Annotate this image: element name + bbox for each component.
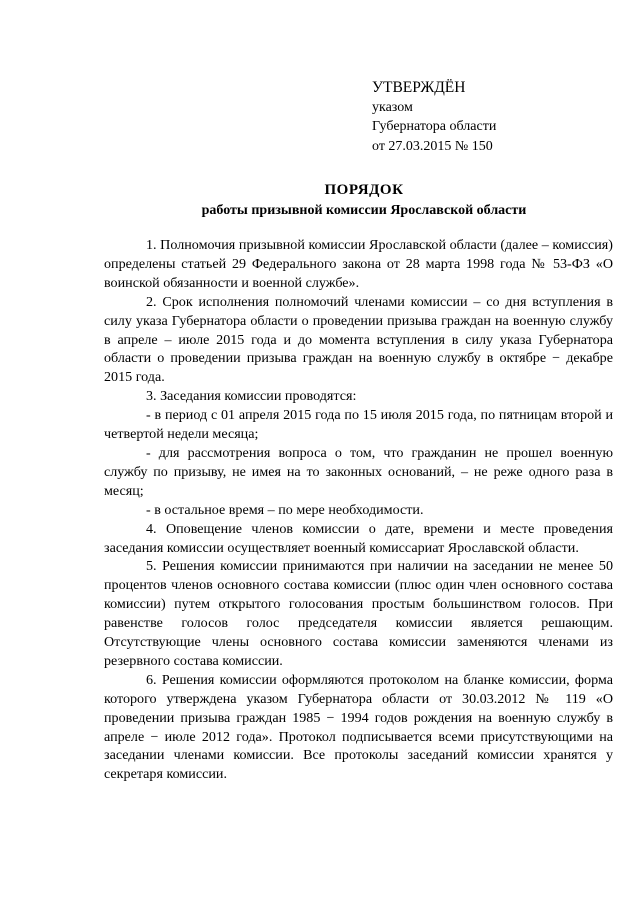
- document-title: ПОРЯДОК: [324, 182, 404, 198]
- list-item-meetings-period: - в период с 01 апреля 2015 года по 15 июля 2015 года, по пятницам второй и четвертой недели месяца;: [104, 407, 613, 443]
- list-item-meetings-review: - для рассмотрения вопроса о том, что гражданин не прошел военную службу по призыву, не имея на то законных оснований, – не реже одного раза в месяц;: [104, 444, 613, 499]
- document-subtitle: работы призывной комиссии Ярославской области: [201, 203, 527, 218]
- paragraph-decisions-quorum: 5. Решения комиссии принимаются при наличии на заседании не менее 50 процентов членов основного состава комиссии (плюс один член основного состава комиссии) путем открытого голосования простым большинством голосов. При равенстве голосов голос председателя комиссии является решающим. Отсутствующие члены основного состава комиссии заменяются членами из резервного состава комиссии.: [104, 558, 613, 669]
- paragraph-notification: 4. Оповещение членов комиссии о дате, времени и месте проведения заседания комиссии осуществляет военный комиссариат Ярославской области.: [104, 520, 613, 556]
- paragraph-decisions-protocol: 6. Решения комиссии оформляются протоколом на бланке комиссии, форма которого утверждена указом Губернатора области от 30.03.2012 № 119 «О проведении призыва граждан 1985 − 1994 годов рождения на военную службу в апреле − июле 2012 года». Протокол подписывается всеми присутствующими на заседании членами комиссии. Все протоколы заседаний комиссии хранятся у секретаря комиссии.: [104, 671, 613, 783]
- title-block: [104, 180, 624, 222]
- approval-stamp: [372, 78, 496, 156]
- approval-line-date: от 27.03.2015 № 150: [372, 138, 493, 154]
- approval-line-decree: указом: [372, 99, 413, 115]
- paragraph-meetings-intro: 3. Заседания комиссии проводятся:: [146, 388, 357, 405]
- list-item-meetings-other: - в остальное время – по мере необходимости.: [146, 501, 424, 518]
- paragraph-powers: 1. Полномочия призывной комиссии Ярославской области (далее – комиссия) определены статьей 29 Федерального закона от 28 марта 1998 года № 53-ФЗ «О воинской обязанности и военной службе».: [104, 237, 613, 291]
- document-body: [104, 236, 613, 784]
- paragraph-term: 2. Срок исполнения полномочий членами комиссии – со дня вступления в силу указа Губернатора области о проведении призыва граждан на военную службу в апреле – июле 2015 года и до момента вступления в силу указа Губернатора области о проведении призыва граждан на военную службу в октябре − декабре 2015 года.: [104, 293, 613, 386]
- approval-title: УТВЕРЖДЁН: [372, 79, 466, 96]
- approval-line-governor: Губернатора области: [372, 119, 497, 134]
